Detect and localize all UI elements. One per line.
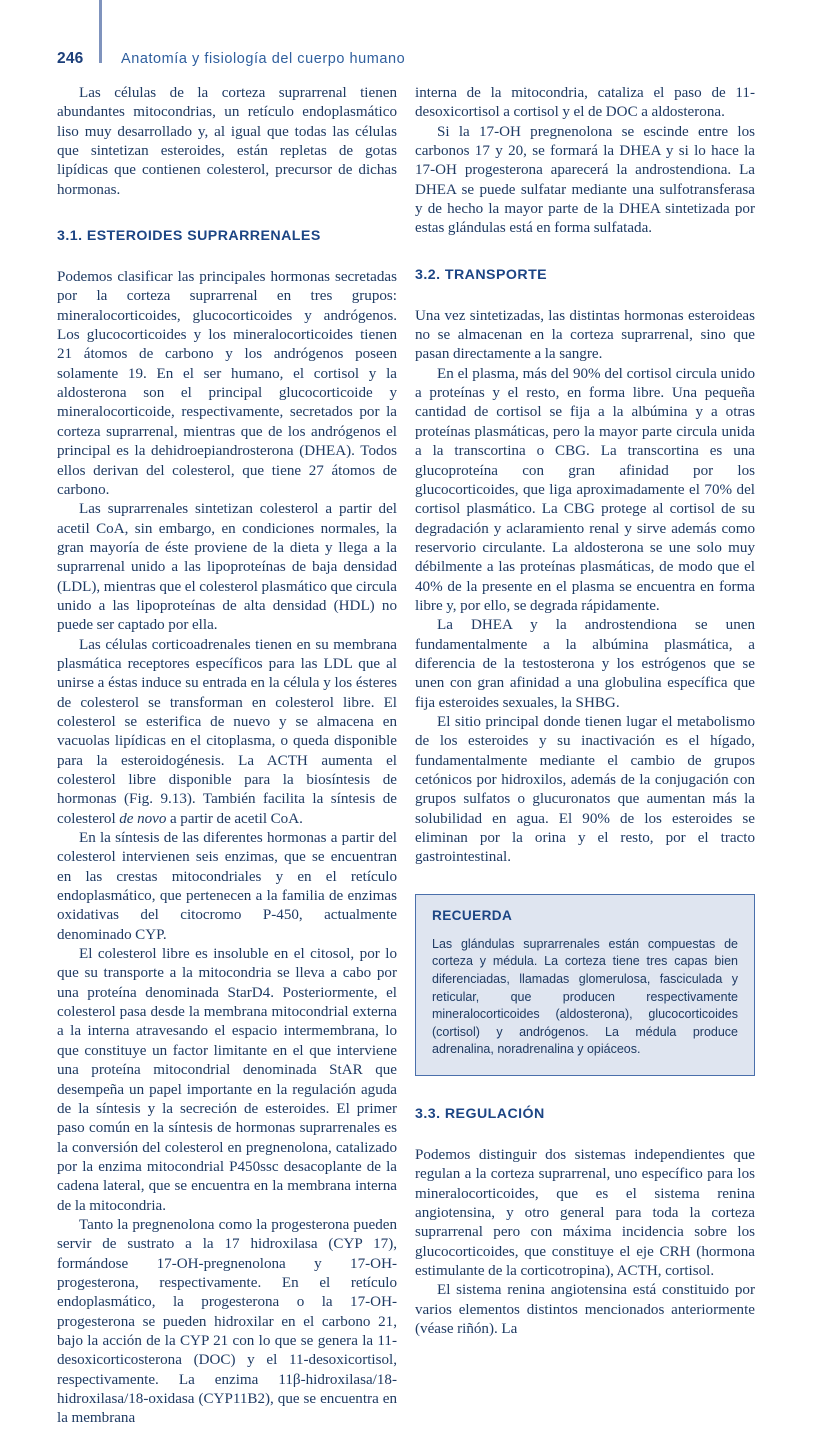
running-head (57, 46, 757, 72)
spacer (415, 239, 755, 267)
paragraph: Si la 17-OH pregnenolona se escinde entre los carbonos 17 y 20, se formará la DHEA y si lo hace la 17-OH progesterona aparecerá la androstendiona. La DHEA se puede sulfatar mediante una sulfotransferasa y de hecho la mayor parte de la DHEA sintetizada por estas glándulas está en forma sulfatada. (415, 123, 755, 237)
heading-3-3: 3.3. REGULACIÓN (415, 1105, 545, 1122)
paragraph-continuation: interna de la mitocondria, cataliza el paso de 11-desoxicortisol a cortisol y el de DOC a aldosterona. (415, 85, 755, 121)
paragraph-with-italic (57, 636, 397, 829)
spacer (415, 1122, 755, 1146)
heading-3-1: 3.1. ESTEROIDES SUPRARRENALES (57, 228, 321, 245)
paragraph: Podemos distinguir dos sistemas independientes que regulan a la corteza suprarrenal, uno específico para los mineralocorticoides, que es el sistema renina angiotensina, y otro general para toda la corteza suprarrenal pero con máxima incidencia sobre los glucocorticoides, que constituye el eje CRH (hormona estimulante de la corticotropina), ACTH, cortisol. (415, 1146, 755, 1279)
paragraph: El colesterol libre es insoluble en el citosol, por lo que su transporte a la mitocondria se lleva a cabo por una proteína denominada StarD4. Posteriormente, el colesterol pasa desde la membrana mitocondrial externa a la interna atravesando el espacio intermembrana, lo que constituye un factor limitante en el que interviene una proteína mitocondrial denominada StAR que desempeña un papel importante en la regulación aguda de la síntesis y la secreción de esteroides. El primer paso común en la síntesis de hormonas suprarrenales es la conversión del colesterol en pregnenolona, catalizado por la enzima mitocondrial P450ssc desacoplante de la cadena lateral, que se encuentra en la membrana interna de la mitocondria. (57, 946, 397, 1214)
heading-3-2: 3.2. TRANSPORTE (415, 266, 548, 283)
recuerda-callout (415, 894, 755, 1076)
spacer (415, 283, 755, 307)
paragraph-intro: Las células de la corteza suprarrenal tienen abundantes mitocondrias, un retículo endoplasmático liso muy desarrollado y, al igual que todas las células que sintetizan esteroides, están repletas de gotas lipídicas que contienen colesterol, precursor de dichas hormonas. (57, 85, 397, 198)
callout-title: RECUERDA (432, 907, 513, 923)
paragraph-text-head: Las células corticoadrenales tienen en su membrana plasmática receptores específicos para las LDL que al unirse a éstas induce su entrada en la célula y los ésteres de colesterol se transforman en colesterol libre. El colesterol se esterifica de nuevo y se almacena en vacuolas lipídicas en el citoplasma, o queda disponible para la esteroidogénesis. La ACTH aumenta el colesterol libre disponible para la biosíntesis de hormonas (Fig. 9.13). También facilita la síntesis de colesterol (57, 636, 397, 827)
right-column (415, 84, 755, 1337)
body-columns (57, 84, 762, 1427)
paragraph: Tanto la pregnenolona como la progesterona pueden servir de sustrato a la 17 hidroxilasa (CYP 17), formándose 17-OH-pregnenolona y 17-OH-progesterona, respectivamente. En el retículo endoplasmático, la progesterona o la 17-OH-progesterona se pueden hidroxilar en el carbono 21, bajo la acción de la CYP 21 con lo que se genera la 11-desoxicorticosterona (DOC) y el 11-desoxicortisol, respectivamente. La enzima 11β-hidroxilasa/18-hidroxilasa/18-oxidasa (CYP11B2), que se encuentra en la membrana (57, 1216, 397, 1427)
spacer (57, 200, 397, 228)
italic-de-novo: de novo (119, 810, 167, 827)
callout-text: Las glándulas suprarrenales están compuestas de corteza y médula. La corteza tiene tres capas bien diferenciadas, llamadas glomerulosa, fasciculada y reticular, que producen respectivamente mineralocorticoides (aldosterona), glucocorticoides (cortisol) y andrógenos. La médula produce adrenalina, noradrenalina y opiáceos. (432, 936, 738, 1057)
spacer (415, 1076, 755, 1106)
paragraph: El sistema renina angiotensina está constituido por varios elementos distintos mencionados anteriormente (véase riñón). La (415, 1282, 755, 1337)
paragraph: Las suprarrenales sintetizan colesterol a partir del acetil CoA, sin embargo, en condiciones normales, la gran mayoría de éste proviene de la dieta y llega a la suprarrenal unido a las lipoproteínas de baja densidad (LDL), mientras que el colesterol plasmático que circula unido a las lipoproteínas de alta densidad (HDL) no puede ser captado por ella. (57, 501, 397, 634)
paragraph: Podemos clasificar las principales hormonas secretadas por la corteza suprarrenal en tres grupos: mineralocorticoides, glucocorticoides y andrógenos. Los glucocorticoides y los mineralocorticoides tienen 21 átomos de carbono y los andrógenos poseen solamente 19. En el ser humano, el cortisol y la aldosterona son el principal glucocorticoide y mineralocorticoide, respectivamente, secretados por la corteza suprarrenal, mientras que de los andrógenos el principal es la dehidroepiandrosterona (DHEA). Todos ellos derivan del colesterol, que tiene 27 átomos de carbono. (57, 269, 397, 498)
paragraph-text-tail: a partir de acetil CoA. (166, 810, 303, 827)
paragraph: En el plasma, más del 90% del cortisol circula unido a proteínas y el resto, en forma libre. Una pequeña cantidad de cortisol se fija a la albúmina y a otras proteínas plasmáticas, pero la mayor parte circula unida a la transcortina o CBG. La transcortina es una glucoproteína con gran afinidad por los glucocorticoides, que liga aproximadamente el 70% del cortisol plasmático. La CBG protege al cortisol de su degradación y aclaramiento renal y sirve además como reservorio circulante. La aldosterona se une solo muy débilmente a las proteínas plasmáticas, de modo que el 40% de la presente en el plasma se encuentra en forma libre y, por ello, se degrada rápidamente. (415, 365, 755, 614)
left-column (57, 84, 397, 1427)
page-number: 246 (57, 50, 84, 67)
paragraph: Una vez sintetizadas, las distintas hormonas esteroideas no se almacenan en la corteza suprarrenal, sino que pasan directamente a la sangre. (415, 307, 755, 363)
paragraph: La DHEA y la androstendiona se unen fundamentalmente a la albúmina plasmática, a diferencia de la testosterona y los estrógenos que se unen con gran afinidad a una globulina específica que fija esteroides sexuales, la SHBG. (415, 617, 755, 711)
paragraph: El sitio principal donde tienen lugar el metabolismo de los esteroides y su inactivación es el hígado, fundamentalmente mediante el cambio de grupos cetónicos por hidroxilos, además de la conjugación con grupos sulfatos o glucuronatos que aumentan más la solubilidad en agua. El 90% de los esteroides se eliminan por la orina y el resto, por el tracto gastrointestinal. (415, 713, 755, 866)
spacer (57, 244, 397, 268)
book-title: Anatomía y fisiología del cuerpo humano (121, 51, 406, 67)
paragraph: En la síntesis de las diferentes hormonas a partir del colesterol intervienen seis enzimas, que se encuentran en las crestas mitocondriales y en el retículo endoplasmático, que pertenecen a la familia de enzimas oxidativas del citocromo P-450, actualmente denominado CYP. (57, 830, 397, 943)
